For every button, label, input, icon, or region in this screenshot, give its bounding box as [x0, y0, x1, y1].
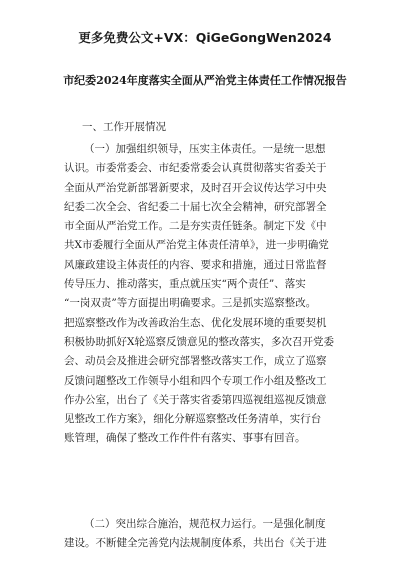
paragraph-line: 风廉政建设主体责任的内容、要求和措施，通过日常监督 [64, 258, 327, 271]
paragraph-line: 把巡察整改作为改善政治生态、优化发展环境的重要契机 [64, 316, 327, 329]
paragraph-line: 账管理，确保了整改工作件件有落实、事事有回音。 [64, 432, 306, 445]
paragraph-line: 反馈问题整改工作领导小组和四个专项工作小组及整改工 [64, 374, 327, 387]
document-title: 市纪委2024年度落实全面从严治党主体责任工作情况报告 [63, 74, 347, 87]
paragraph-line: 作办公室，出台了《关于落实省委第四巡视组巡视反馈意 [64, 393, 327, 406]
paragraph-line: 全面从严治党新部署新要求，及时召开会议传达学习中央 [64, 181, 327, 194]
paragraph-line: 见整改工作方案》，细化分解巡察整改任务清单，实行台 [64, 413, 322, 426]
section-heading: 一、工作开展情况 [82, 121, 166, 133]
section2-paragraph [64, 514, 354, 553]
promo-header: 更多免费公文+VX：QiGeGongWen2024 [78, 30, 332, 45]
paragraph-line: 认识。市委常委会、市纪委常委会认真贯彻落实省委关于 [64, 162, 327, 175]
paragraph-line: 纪委二次全会、省纪委二十届七次全会精神，研究部署全 [64, 200, 327, 213]
paragraph-line: （一）加强组织领导，压实主体责任。一是统一思想 [84, 143, 326, 155]
section1-paragraph [64, 140, 354, 449]
paragraph-line: 积极协助抓好X轮巡察反馈意见的整改落实，多次召开党委 [64, 335, 334, 348]
paragraph-line: 共X市委履行全面从严治党主体责任清单》，进一步明确党 [64, 239, 329, 252]
paragraph-line: （二）突出综合施治，规范权力运行。一是强化制度 [84, 518, 326, 530]
paragraph-line: 传导压力、推动落实，重点就压实“两个责任”、落实 [64, 278, 306, 291]
paragraph-line: 会、动员会及推进会研究部署整改落实工作，成立了巡察 [64, 355, 327, 368]
paragraph-line: “一岗双责”等方面提出明确要求。三是抓实巡察整改。 [64, 297, 317, 310]
paragraph-line: 市全面从严治党工作。二是夯实责任链条。制定下发《中 [64, 220, 327, 233]
paragraph-line: 建设。不断健全完善党内法规制度体系，共出台《关于进 [64, 537, 327, 550]
